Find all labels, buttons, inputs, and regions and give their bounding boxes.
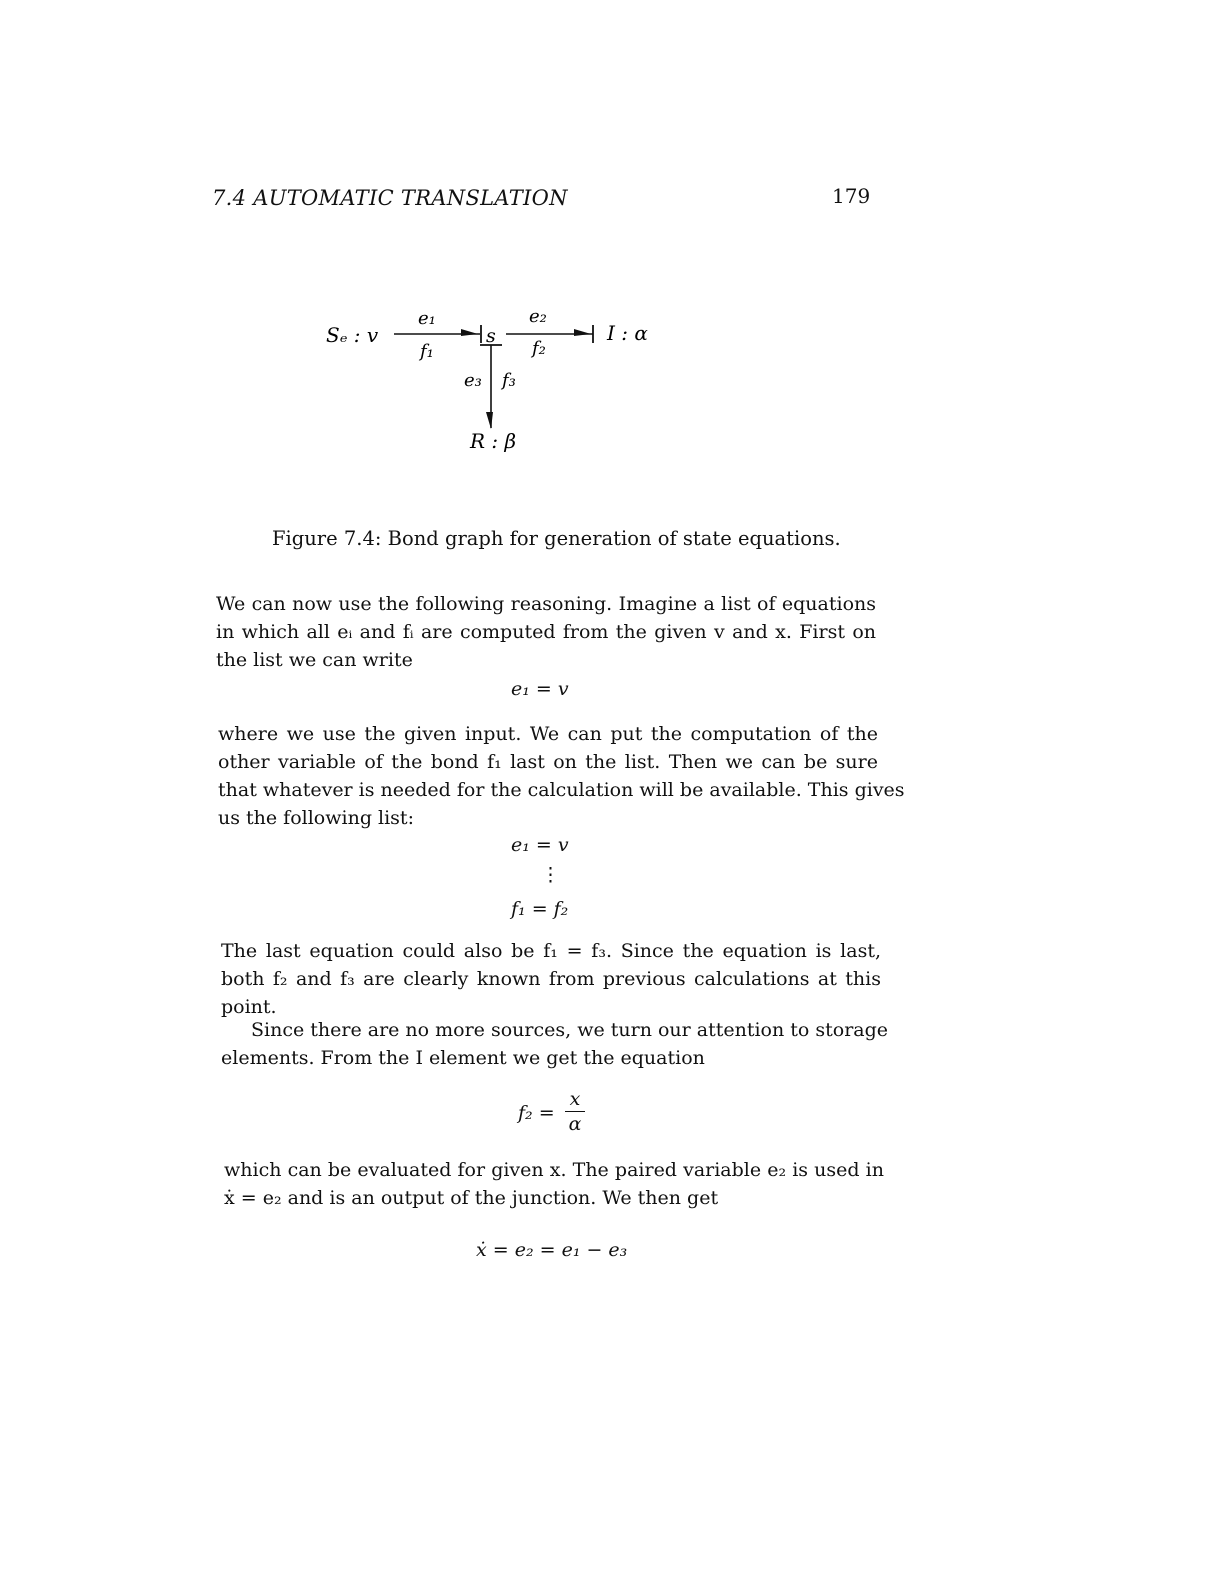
text-line: both f₂ and f₃ are clearly known from previous calculations at this: [221, 968, 881, 990]
text-line: point.: [221, 996, 277, 1018]
resistor-node-label: R : β: [470, 429, 517, 453]
text-line: us the following list:: [218, 807, 414, 829]
paragraph-2: [218, 720, 905, 832]
junction-node-label: s: [486, 325, 496, 347]
bond-2-flow-label: f₂: [532, 338, 546, 359]
section-header: 7.4 AUTOMATIC TRANSLATION: [212, 186, 568, 210]
bond-1-half-arrow: [461, 329, 478, 336]
bond-graph-figure: [300, 290, 700, 470]
page-number: 179: [832, 184, 871, 208]
text-line: which can be evaluated for given x. The paired variable e₂ is used in: [224, 1159, 884, 1181]
text-line: ẋ = e₂ and is an output of the junction. We then get: [224, 1187, 719, 1209]
source-node-label: Sₑ : v: [326, 323, 379, 347]
bond-2-effort-label: e₂: [529, 306, 547, 327]
fraction-x-over-alpha: [565, 1089, 585, 1134]
text-line: We can now use the following reasoning. Imagine a list of equations: [216, 593, 876, 615]
bond-1-flow-label: f₁: [420, 341, 434, 362]
text-line: elements. From the I element we get the equation: [221, 1047, 705, 1069]
text-line: the list we can write: [216, 649, 413, 671]
bond-3-half-arrow: [486, 412, 493, 429]
fraction-denominator: α: [568, 1113, 582, 1135]
paragraph-5: [224, 1156, 884, 1212]
text-line: where we use the given input. We can put the computation of the: [218, 723, 878, 745]
inertia-node-label: I : α: [607, 321, 648, 345]
bond-2-half-arrow: [574, 329, 591, 336]
fraction-numerator: x: [569, 1088, 581, 1110]
figure-caption: Figure 7.4: Bond graph for generation of state equations.: [272, 527, 841, 550]
fraction-bar: [565, 1111, 585, 1112]
text-line: other variable of the bond f₁ last on the list. Then we can be sure: [218, 751, 878, 773]
list-equation-bottom: f₁ = f₂: [511, 898, 569, 920]
equation-f2-lhs: f₂ =: [518, 1102, 555, 1124]
bond-1-effort-label: e₁: [418, 308, 436, 329]
equation-e1-v: e₁ = v: [511, 678, 569, 700]
list-equation-top: e₁ = v: [511, 834, 569, 856]
equation-xdot: ẋ = e₂ = e₁ − e₃: [476, 1239, 628, 1261]
bond-3-flow-label: f₃: [502, 370, 516, 391]
text-line: that whatever is needed for the calculation will be available. This gives: [218, 779, 905, 801]
bond-3-effort-label: e₃: [464, 370, 482, 391]
paragraph-3: [221, 937, 881, 1021]
text-line: in which all eᵢ and fᵢ are computed from the given v and x. First on: [216, 621, 876, 643]
list-vertical-dots: ⋮: [541, 864, 560, 886]
text-line: The last equation could also be f₁ = f₃. Since the equation is last,: [221, 940, 881, 962]
paragraph-1: [216, 590, 876, 674]
paragraph-4: [221, 1016, 889, 1072]
text-line: Since there are no more sources, we turn our attention to storage: [251, 1019, 889, 1041]
